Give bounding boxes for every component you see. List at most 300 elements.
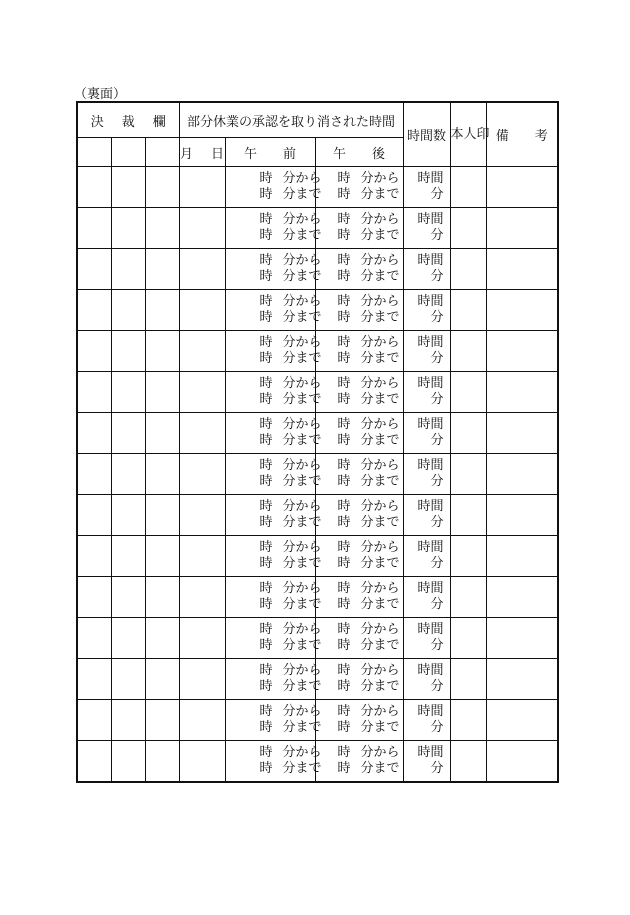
minutes-unit-label: 分 bbox=[430, 515, 444, 530]
hours-unit-label: 時間 bbox=[417, 704, 444, 719]
until-label: 分まで bbox=[282, 187, 322, 202]
hour-label: 時 bbox=[337, 228, 351, 243]
approval-stamp-cell[interactable] bbox=[77, 741, 111, 783]
table-row bbox=[77, 413, 558, 454]
pm-time-cell[interactable] bbox=[315, 372, 403, 413]
until-label: 分まで bbox=[360, 187, 400, 202]
minutes-unit-label: 分 bbox=[430, 187, 444, 202]
hour-label: 時 bbox=[259, 253, 273, 268]
am-subheader bbox=[225, 138, 315, 167]
hour-label: 時 bbox=[259, 704, 273, 719]
table-row bbox=[77, 331, 558, 372]
seal-cell[interactable] bbox=[450, 700, 486, 741]
seal-cell[interactable] bbox=[450, 454, 486, 495]
am-time-cell[interactable] bbox=[225, 618, 322, 659]
minutes-unit-label: 分 bbox=[430, 474, 444, 489]
until-label: 分まで bbox=[360, 228, 400, 243]
date-cell[interactable] bbox=[179, 167, 225, 208]
pm-time-cell[interactable] bbox=[315, 413, 403, 454]
hour-label: 時 bbox=[337, 376, 351, 391]
hours-unit-label: 時間 bbox=[417, 581, 444, 596]
partial-leave-cancellation-table bbox=[76, 101, 559, 783]
approval-stamp-cell[interactable] bbox=[111, 454, 145, 495]
pm-time-cell[interactable] bbox=[315, 741, 403, 783]
hour-label: 時 bbox=[337, 351, 351, 366]
approval-stamp-cell[interactable] bbox=[111, 290, 145, 331]
approval-stamp-cell[interactable] bbox=[111, 249, 145, 290]
hour-label: 時 bbox=[337, 556, 351, 571]
from-label: 分から bbox=[282, 704, 322, 719]
until-label: 分まで bbox=[360, 597, 400, 612]
seal-cell[interactable] bbox=[450, 659, 486, 700]
am-time-cell[interactable] bbox=[225, 208, 322, 249]
am-char: 午 bbox=[243, 146, 257, 162]
seal-cell[interactable] bbox=[450, 495, 486, 536]
approval-stamp-cell[interactable] bbox=[111, 536, 145, 577]
from-label: 分から bbox=[282, 417, 322, 432]
minutes-unit-label: 分 bbox=[430, 228, 444, 243]
am-time-cell[interactable] bbox=[225, 167, 322, 208]
approval-stamp-cell[interactable] bbox=[145, 577, 179, 618]
hours-unit-label: 時間 bbox=[417, 294, 444, 309]
hour-label: 時 bbox=[259, 351, 273, 366]
hour-label: 時 bbox=[337, 417, 351, 432]
hour-label: 時 bbox=[337, 499, 351, 514]
am-time-cell[interactable] bbox=[225, 741, 322, 783]
remarks-cell[interactable] bbox=[486, 413, 558, 454]
hour-label: 時 bbox=[337, 392, 351, 407]
remarks-cell[interactable] bbox=[486, 618, 558, 659]
approval-stamp-cell[interactable] bbox=[77, 659, 111, 700]
am-char: 前 bbox=[283, 146, 297, 162]
from-label: 分から bbox=[282, 663, 322, 678]
from-label: 分から bbox=[360, 212, 400, 227]
approval-stamp-cell[interactable] bbox=[77, 618, 111, 659]
hour-label: 時 bbox=[259, 458, 273, 473]
remarks-cell[interactable] bbox=[486, 659, 558, 700]
am-time-cell[interactable] bbox=[225, 495, 322, 536]
minutes-unit-label: 分 bbox=[430, 720, 444, 735]
from-label: 分から bbox=[360, 704, 400, 719]
until-label: 分まで bbox=[360, 392, 400, 407]
am-time-cell[interactable] bbox=[225, 659, 322, 700]
from-label: 分から bbox=[282, 376, 322, 391]
until-label: 分まで bbox=[360, 720, 400, 735]
seal-cell[interactable] bbox=[450, 372, 486, 413]
approval-stamp-cell[interactable] bbox=[145, 290, 179, 331]
seal-cell[interactable] bbox=[450, 618, 486, 659]
minutes-unit-label: 分 bbox=[430, 597, 444, 612]
hour-label: 時 bbox=[259, 294, 273, 309]
seal-cell[interactable] bbox=[450, 167, 486, 208]
date-cell[interactable] bbox=[179, 577, 225, 618]
table-row bbox=[77, 741, 558, 783]
pm-time-cell[interactable] bbox=[315, 167, 403, 208]
hours-unit-label: 時間 bbox=[417, 540, 444, 555]
seal-cell[interactable] bbox=[450, 249, 486, 290]
table-row bbox=[77, 577, 558, 618]
pm-time-cell[interactable] bbox=[315, 618, 403, 659]
date-cell[interactable] bbox=[179, 208, 225, 249]
date-cell[interactable] bbox=[179, 659, 225, 700]
hours-count-cell[interactable] bbox=[403, 290, 450, 331]
remarks-header bbox=[486, 102, 558, 167]
approval-stamp-cell[interactable] bbox=[77, 577, 111, 618]
hour-label: 時 bbox=[337, 761, 351, 776]
until-label: 分まで bbox=[282, 433, 322, 448]
pm-time-cell[interactable] bbox=[315, 536, 403, 577]
month-label: 月 bbox=[179, 146, 193, 162]
pm-time-cell[interactable] bbox=[315, 454, 403, 495]
hour-label: 時 bbox=[337, 171, 351, 186]
pm-char: 後 bbox=[372, 146, 386, 162]
minutes-unit-label: 分 bbox=[430, 679, 444, 694]
until-label: 分まで bbox=[360, 351, 400, 366]
hour-label: 時 bbox=[337, 335, 351, 350]
pm-time-cell[interactable] bbox=[315, 331, 403, 372]
am-time-cell[interactable] bbox=[225, 700, 322, 741]
date-cell[interactable] bbox=[179, 700, 225, 741]
hour-label: 時 bbox=[337, 187, 351, 202]
approval-stamp-cell[interactable] bbox=[145, 454, 179, 495]
until-label: 分まで bbox=[282, 269, 322, 284]
day-label: 日 bbox=[211, 146, 225, 162]
approval-stamp-cell[interactable] bbox=[145, 331, 179, 372]
hours-count-cell[interactable] bbox=[403, 577, 450, 618]
approval-stamp-cell[interactable] bbox=[77, 372, 111, 413]
am-time-cell[interactable] bbox=[225, 331, 322, 372]
approval-stamp-cell[interactable] bbox=[111, 741, 145, 783]
table-row bbox=[77, 659, 558, 700]
table-row bbox=[77, 167, 558, 208]
hour-label: 時 bbox=[259, 597, 273, 612]
remarks-char: 備 bbox=[495, 129, 509, 144]
approval-stamp-cell[interactable] bbox=[145, 536, 179, 577]
approval-stamp-cell[interactable] bbox=[111, 618, 145, 659]
hour-label: 時 bbox=[337, 540, 351, 555]
hour-label: 時 bbox=[259, 499, 273, 514]
remarks-cell[interactable] bbox=[486, 249, 558, 290]
table-row bbox=[77, 454, 558, 495]
remarks-cell[interactable] bbox=[486, 290, 558, 331]
pm-time-cell[interactable] bbox=[315, 208, 403, 249]
remarks-cell[interactable] bbox=[486, 536, 558, 577]
date-cell[interactable] bbox=[179, 372, 225, 413]
remarks-cell[interactable] bbox=[486, 741, 558, 783]
hour-label: 時 bbox=[259, 581, 273, 596]
pm-time-cell[interactable] bbox=[315, 700, 403, 741]
approval-stamp-cell[interactable] bbox=[111, 208, 145, 249]
remarks-cell[interactable] bbox=[486, 495, 558, 536]
approval-stamp-box[interactable] bbox=[145, 138, 179, 167]
hours-unit-label: 時間 bbox=[417, 253, 444, 268]
from-label: 分から bbox=[282, 253, 322, 268]
hours-count-cell[interactable] bbox=[403, 372, 450, 413]
hour-label: 時 bbox=[259, 269, 273, 284]
until-label: 分まで bbox=[360, 433, 400, 448]
hours-unit-label: 時間 bbox=[417, 335, 444, 350]
hour-label: 時 bbox=[337, 679, 351, 694]
hour-label: 時 bbox=[337, 310, 351, 325]
hours-unit-label: 時間 bbox=[417, 171, 444, 186]
approval-stamp-box[interactable] bbox=[77, 138, 111, 167]
hour-label: 時 bbox=[259, 392, 273, 407]
approval-stamp-cell[interactable] bbox=[111, 372, 145, 413]
minutes-unit-label: 分 bbox=[430, 761, 444, 776]
seal-cell[interactable] bbox=[450, 536, 486, 577]
from-label: 分から bbox=[360, 417, 400, 432]
hour-label: 時 bbox=[337, 581, 351, 596]
hours-count-cell[interactable] bbox=[403, 495, 450, 536]
table-row bbox=[77, 372, 558, 413]
table-row bbox=[77, 208, 558, 249]
remarks-cell[interactable] bbox=[486, 454, 558, 495]
hour-label: 時 bbox=[259, 335, 273, 350]
hour-label: 時 bbox=[259, 310, 273, 325]
from-label: 分から bbox=[360, 663, 400, 678]
until-label: 分まで bbox=[282, 556, 322, 571]
until-label: 分まで bbox=[282, 310, 322, 325]
am-time-cell[interactable] bbox=[225, 249, 322, 290]
hour-label: 時 bbox=[337, 597, 351, 612]
hour-label: 時 bbox=[259, 187, 273, 202]
hour-label: 時 bbox=[259, 540, 273, 555]
approval-stamp-cell[interactable] bbox=[145, 659, 179, 700]
from-label: 分から bbox=[360, 171, 400, 186]
from-label: 分から bbox=[282, 581, 322, 596]
hour-label: 時 bbox=[337, 622, 351, 637]
am-time-cell[interactable] bbox=[225, 536, 322, 577]
approval-stamp-cell[interactable] bbox=[111, 700, 145, 741]
date-cell[interactable] bbox=[179, 536, 225, 577]
hour-label: 時 bbox=[259, 663, 273, 678]
from-label: 分から bbox=[360, 294, 400, 309]
remarks-cell[interactable] bbox=[486, 167, 558, 208]
hours-unit-label: 時間 bbox=[417, 622, 444, 637]
hours-count-cell[interactable] bbox=[403, 208, 450, 249]
approval-stamp-cell[interactable] bbox=[77, 536, 111, 577]
hour-label: 時 bbox=[259, 761, 273, 776]
hour-label: 時 bbox=[259, 376, 273, 391]
approval-stamp-box[interactable] bbox=[111, 138, 145, 167]
approval-stamp-cell[interactable] bbox=[111, 659, 145, 700]
date-cell[interactable] bbox=[179, 290, 225, 331]
hours-count-cell[interactable] bbox=[403, 167, 450, 208]
hour-label: 時 bbox=[337, 704, 351, 719]
pm-time-cell[interactable] bbox=[315, 659, 403, 700]
approval-stamp-cell[interactable] bbox=[145, 700, 179, 741]
remarks-cell[interactable] bbox=[486, 700, 558, 741]
hours-count-cell[interactable] bbox=[403, 741, 450, 783]
page-side-label: （裏面） bbox=[74, 87, 127, 102]
pm-char: 午 bbox=[332, 146, 346, 162]
am-time-cell[interactable] bbox=[225, 372, 322, 413]
pm-time-cell[interactable] bbox=[315, 249, 403, 290]
from-label: 分から bbox=[360, 540, 400, 555]
hour-label: 時 bbox=[259, 622, 273, 637]
from-label: 分から bbox=[360, 745, 400, 760]
minutes-unit-label: 分 bbox=[430, 433, 444, 448]
hour-label: 時 bbox=[337, 515, 351, 530]
hour-label: 時 bbox=[259, 474, 273, 489]
minutes-unit-label: 分 bbox=[430, 269, 444, 284]
approval-stamp-cell[interactable] bbox=[77, 413, 111, 454]
hours-count-cell[interactable] bbox=[403, 700, 450, 741]
hour-label: 時 bbox=[259, 171, 273, 186]
remarks-cell[interactable] bbox=[486, 208, 558, 249]
approval-stamp-cell[interactable] bbox=[77, 249, 111, 290]
hours-unit-label: 時間 bbox=[417, 663, 444, 678]
pm-time-cell[interactable] bbox=[315, 577, 403, 618]
am-time-cell[interactable] bbox=[225, 413, 322, 454]
seal-cell[interactable] bbox=[450, 331, 486, 372]
seal-cell[interactable] bbox=[450, 577, 486, 618]
table-row bbox=[77, 618, 558, 659]
seal-cell[interactable] bbox=[450, 208, 486, 249]
approval-char: 決 bbox=[90, 114, 104, 130]
until-label: 分まで bbox=[282, 515, 322, 530]
until-label: 分まで bbox=[282, 638, 322, 653]
hours-count-cell[interactable] bbox=[403, 536, 450, 577]
hour-label: 時 bbox=[337, 720, 351, 735]
until-label: 分まで bbox=[360, 515, 400, 530]
until-label: 分まで bbox=[282, 351, 322, 366]
hours-count-cell[interactable] bbox=[403, 659, 450, 700]
until-label: 分まで bbox=[282, 761, 322, 776]
approval-stamp-cell[interactable] bbox=[111, 577, 145, 618]
table-row bbox=[77, 700, 558, 741]
minutes-unit-label: 分 bbox=[430, 556, 444, 571]
approval-stamp-cell[interactable] bbox=[145, 372, 179, 413]
hour-label: 時 bbox=[259, 228, 273, 243]
hour-label: 時 bbox=[259, 556, 273, 571]
approval-stamp-cell[interactable] bbox=[77, 495, 111, 536]
hours-count-cell[interactable] bbox=[403, 413, 450, 454]
from-label: 分から bbox=[282, 212, 322, 227]
hours-count-cell[interactable] bbox=[403, 454, 450, 495]
from-label: 分から bbox=[282, 622, 322, 637]
hour-label: 時 bbox=[337, 269, 351, 284]
approval-stamp-cell[interactable] bbox=[77, 454, 111, 495]
from-label: 分から bbox=[360, 335, 400, 350]
hours-unit-label: 時間 bbox=[417, 745, 444, 760]
until-label: 分まで bbox=[360, 269, 400, 284]
hours-count-cell[interactable] bbox=[403, 249, 450, 290]
from-label: 分から bbox=[360, 622, 400, 637]
minutes-unit-label: 分 bbox=[430, 351, 444, 366]
date-cell[interactable] bbox=[179, 618, 225, 659]
approval-stamp-cell[interactable] bbox=[145, 413, 179, 454]
approval-stamp-cell[interactable] bbox=[111, 495, 145, 536]
hour-label: 時 bbox=[337, 474, 351, 489]
until-label: 分まで bbox=[360, 761, 400, 776]
approval-stamp-cell[interactable] bbox=[111, 167, 145, 208]
approval-stamp-cell[interactable] bbox=[77, 290, 111, 331]
hour-label: 時 bbox=[259, 417, 273, 432]
remarks-cell[interactable] bbox=[486, 331, 558, 372]
hour-label: 時 bbox=[337, 294, 351, 309]
table-row bbox=[77, 536, 558, 577]
seal-cell[interactable] bbox=[450, 290, 486, 331]
approval-stamp-cell[interactable] bbox=[111, 331, 145, 372]
minutes-unit-label: 分 bbox=[430, 310, 444, 325]
table-row bbox=[77, 495, 558, 536]
date-cell[interactable] bbox=[179, 249, 225, 290]
hour-label: 時 bbox=[259, 515, 273, 530]
until-label: 分まで bbox=[282, 474, 322, 489]
approval-stamp-cell[interactable] bbox=[145, 495, 179, 536]
date-cell[interactable] bbox=[179, 495, 225, 536]
approval-stamp-cell[interactable] bbox=[145, 208, 179, 249]
table-row bbox=[77, 290, 558, 331]
hours-unit-label: 時間 bbox=[417, 417, 444, 432]
approval-stamp-cell[interactable] bbox=[145, 618, 179, 659]
approval-stamp-cell[interactable] bbox=[77, 700, 111, 741]
approval-stamp-cell[interactable] bbox=[77, 331, 111, 372]
pm-time-cell[interactable] bbox=[315, 290, 403, 331]
approval-stamp-cell[interactable] bbox=[111, 413, 145, 454]
date-cell[interactable] bbox=[179, 331, 225, 372]
remarks-char: 考 bbox=[534, 129, 548, 144]
hour-label: 時 bbox=[259, 212, 273, 227]
remarks-cell[interactable] bbox=[486, 372, 558, 413]
cancelled-time-header: 部分休業の承認を取り消された時間 bbox=[179, 102, 403, 138]
date-cell[interactable] bbox=[179, 741, 225, 783]
approval-column-header bbox=[77, 102, 179, 138]
approval-stamp-cell[interactable] bbox=[145, 741, 179, 783]
am-time-cell[interactable] bbox=[225, 577, 322, 618]
date-cell[interactable] bbox=[179, 413, 225, 454]
until-label: 分まで bbox=[360, 310, 400, 325]
until-label: 分まで bbox=[282, 679, 322, 694]
hours-unit-label: 時間 bbox=[417, 212, 444, 227]
hour-label: 時 bbox=[337, 745, 351, 760]
hour-label: 時 bbox=[259, 433, 273, 448]
hours-unit-label: 時間 bbox=[417, 376, 444, 391]
header-row-1 bbox=[77, 102, 558, 138]
hours-count-header: 時間数 bbox=[403, 102, 450, 167]
seal-header: 本人印 bbox=[450, 102, 486, 167]
until-label: 分まで bbox=[282, 228, 322, 243]
hour-label: 時 bbox=[337, 638, 351, 653]
am-time-cell[interactable] bbox=[225, 454, 322, 495]
approval-char: 欄 bbox=[152, 114, 166, 130]
am-time-cell[interactable] bbox=[225, 290, 322, 331]
approval-stamp-cell[interactable] bbox=[145, 249, 179, 290]
hours-count-cell[interactable] bbox=[403, 618, 450, 659]
hours-unit-label: 時間 bbox=[417, 458, 444, 473]
approval-stamp-cell[interactable] bbox=[77, 208, 111, 249]
remarks-cell[interactable] bbox=[486, 577, 558, 618]
hour-label: 時 bbox=[337, 458, 351, 473]
from-label: 分から bbox=[360, 499, 400, 514]
hour-label: 時 bbox=[259, 745, 273, 760]
until-label: 分まで bbox=[282, 720, 322, 735]
seal-cell[interactable] bbox=[450, 741, 486, 783]
from-label: 分から bbox=[282, 540, 322, 555]
from-label: 分から bbox=[282, 171, 322, 186]
seal-cell[interactable] bbox=[450, 413, 486, 454]
until-label: 分まで bbox=[360, 556, 400, 571]
date-cell[interactable] bbox=[179, 454, 225, 495]
from-label: 分から bbox=[282, 499, 322, 514]
from-label: 分から bbox=[282, 745, 322, 760]
hours-count-cell[interactable] bbox=[403, 331, 450, 372]
pm-time-cell[interactable] bbox=[315, 495, 403, 536]
approval-stamp-cell[interactable] bbox=[77, 167, 111, 208]
approval-stamp-cell[interactable] bbox=[145, 167, 179, 208]
from-label: 分から bbox=[282, 335, 322, 350]
